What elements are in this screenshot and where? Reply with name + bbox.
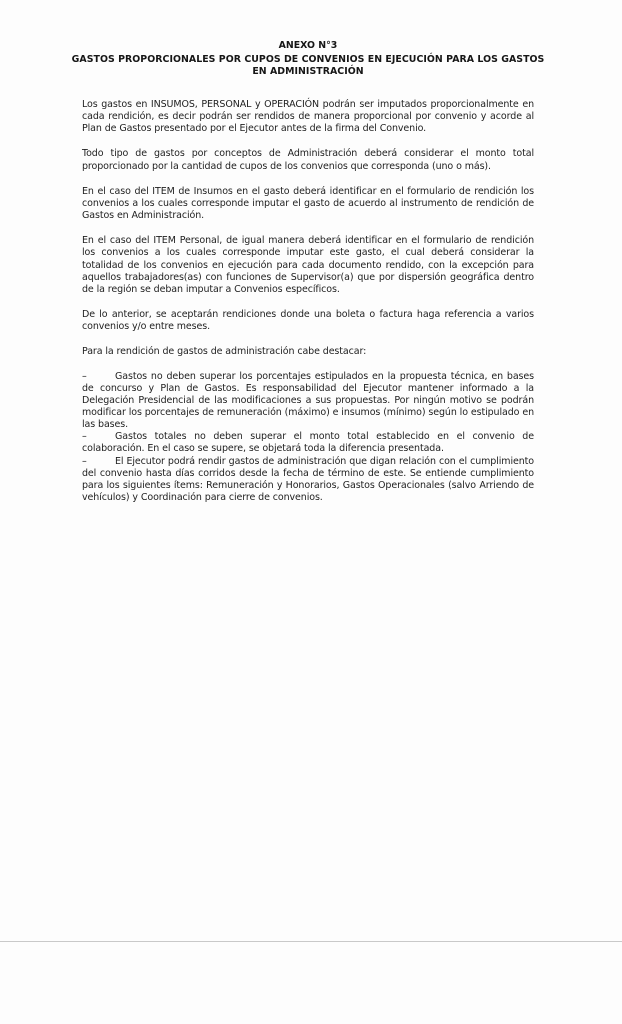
dash-bullet: – — [82, 455, 87, 467]
document-body — [82, 99, 534, 504]
list-item-text: Gastos no deben superar los porcentajes estipulados en la propuesta técnica, en bases de concurso y Plan de Gastos. Es responsabilidad del Ejecutor mantener informado a la Delegación Presidencial de las modificaciones a sus propuestas. Por ningún motivo se podrán modificar los porcentajes de remuneración (máximo) e insumos (mínimo) según lo estipulado en las bases. — [82, 370, 534, 431]
paragraph: Todo tipo de gastos por conceptos de Administración deberá considerar el monto total proporcionado por la cantidad de cupos de los convenios que corresponda (uno o más). — [82, 148, 534, 172]
bullet-list — [82, 371, 534, 505]
paragraph: Para la rendición de gastos de administración cabe destacar: — [82, 346, 367, 358]
dash-bullet: – — [82, 431, 87, 443]
list-item — [82, 456, 534, 505]
annex-subtitle: GASTOS PROPORCIONALES POR CUPOS DE CONVENIOS EN EJECUCIÓN PARA LOS GASTOS EN ADMINISTRACIÓN — [71, 54, 545, 77]
annex-title: ANEXO N°3 — [278, 40, 338, 51]
scan-edge-divider — [0, 941, 622, 942]
paragraph: En el caso del ITEM de Insumos en el gasto deberá identificar en el formulario de rendición los convenios a los cuales corresponde imputar el gasto de acuerdo al instrumento de rendición de Gastos en Administración. — [82, 185, 534, 222]
dash-bullet: – — [82, 370, 87, 382]
list-item — [82, 431, 534, 455]
list-item-text: Gastos totales no deben superar el monto total establecido en el convenio de colaboración. En el caso se supere, se objetará toda la diferencia presentada. — [82, 431, 534, 455]
paragraph: En el caso del ITEM Personal, de igual manera deberá identificar en el formulario de rendición los convenios a los cuales corresponde imputar este gasto, el cual deberá considerar la totalidad de los convenios en ejecución para cada documento rendido, con la excepción para aquellos trabajadores(as) con funciones de Supervisor(a) que por dispersión geográfica dentro de la región se deban imputar a Convenios específicos. — [82, 235, 534, 295]
document-header — [70, 40, 546, 78]
paragraph: Los gastos en INSUMOS, PERSONAL y OPERACIÓN podrán ser imputados proporcionalmente en cada rendición, es decir podrán ser rendidos de manera proporcional por convenio y acorde al Plan de Gastos presentado por el Ejecutor antes de la firma del Convenio. — [82, 99, 534, 135]
list-item-text: El Ejecutor podrá rendir gastos de administración que digan relación con el cumplimiento del convenio hasta días corridos desde la fecha de término de este. Se entiende cumplimiento para los siguientes ítems: Remuneración y Honorarios, Gastos Operacionales (salvo Arriendo de vehículos) y Coordinación para cierre de convenios. — [82, 455, 534, 504]
paragraph: De lo anterior, se aceptarán rendiciones donde una boleta o factura haga referencia a varios convenios y/o entre meses. — [82, 309, 534, 333]
list-item — [82, 371, 534, 432]
